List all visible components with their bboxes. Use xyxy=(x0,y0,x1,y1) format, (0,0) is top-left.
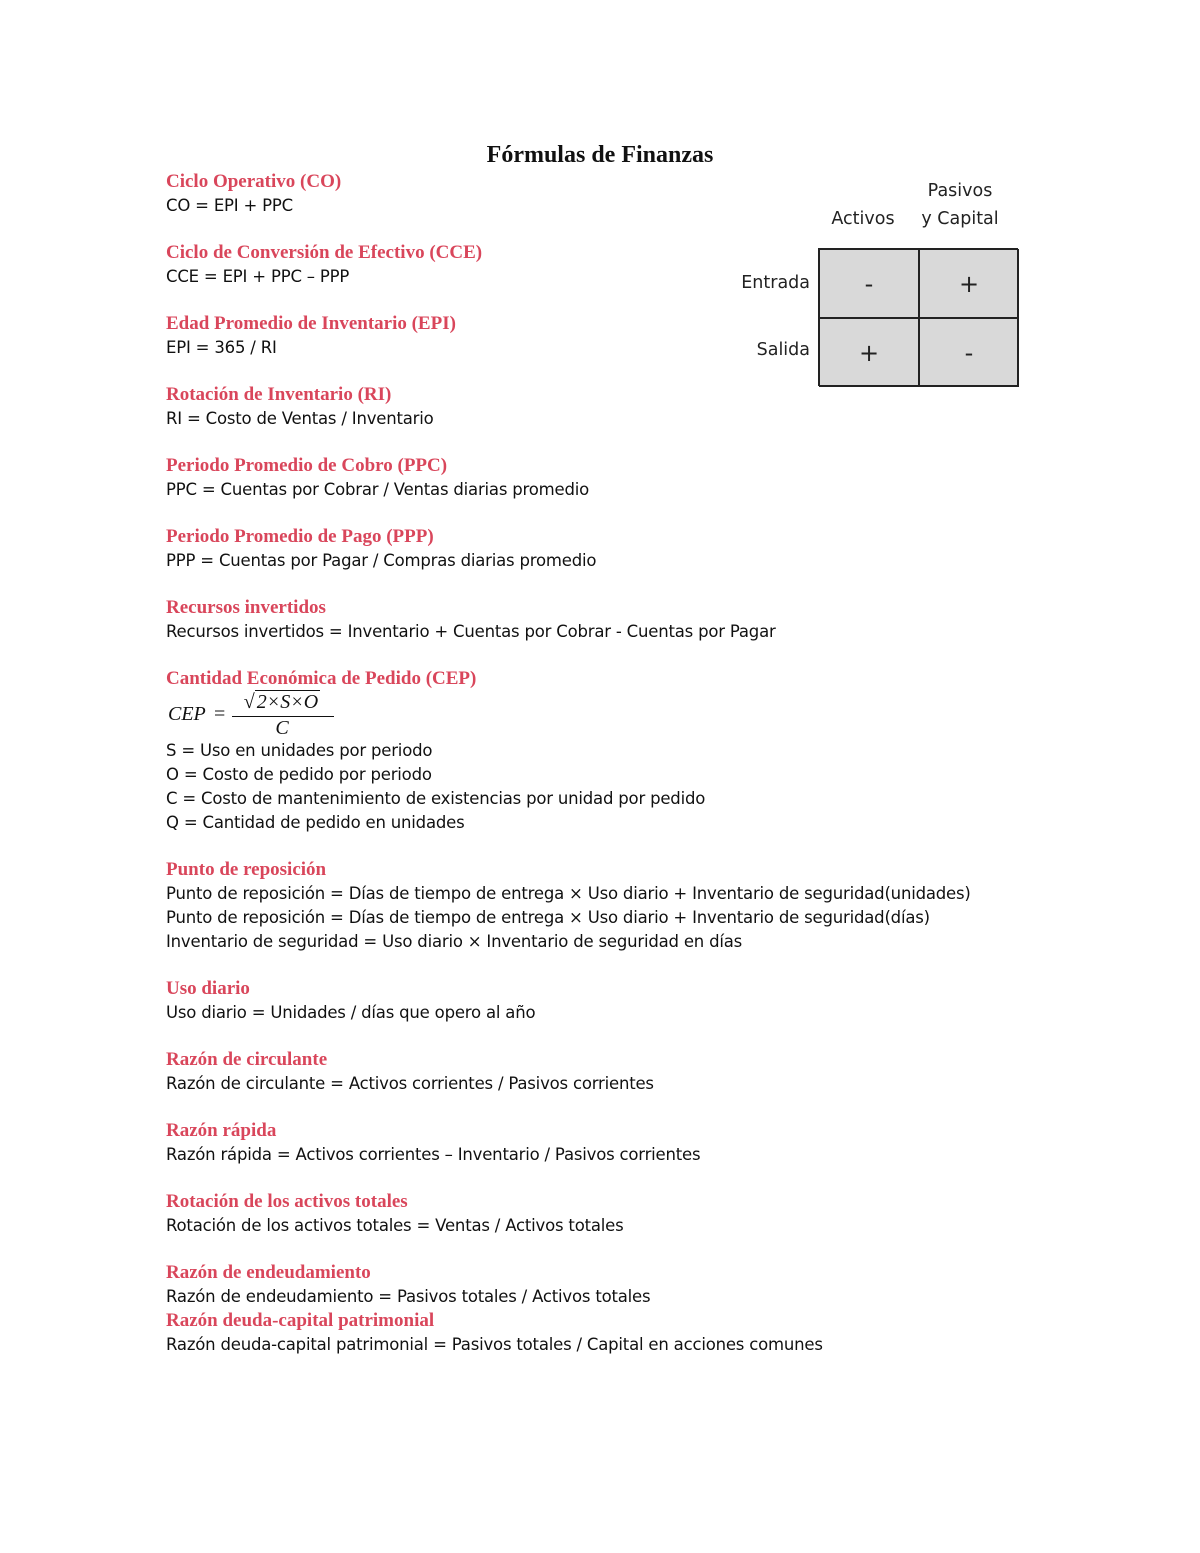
section-heading: Recursos invertidos xyxy=(166,597,326,618)
matrix-col-activos: Activos xyxy=(831,209,895,229)
formula-line: Q = Cantidad de pedido en unidades xyxy=(166,813,465,832)
formula-lhs: CEP xyxy=(168,703,206,725)
section-razon-circulante xyxy=(166,1048,1066,1096)
formula-line: EPI = 365 / RI xyxy=(166,338,277,357)
formula-equals: = xyxy=(214,703,226,725)
section-heading: Razón deuda-capital patrimonial xyxy=(166,1310,435,1331)
formula-denominator: C xyxy=(275,717,289,739)
sign-matrix xyxy=(818,248,1018,386)
section-uso-diario xyxy=(166,977,1066,1025)
section-heading: Edad Promedio de Inventario (EPI) xyxy=(166,313,456,334)
page-title: Fórmulas de Finanzas xyxy=(486,142,714,168)
formula-line: PPC = Cuentas por Cobrar / Ventas diarias promedio xyxy=(166,480,590,499)
section-punto-reposicion xyxy=(166,858,1066,954)
formula-line: Razón de endeudamiento = Pasivos totales / Activos totales xyxy=(166,1287,651,1306)
formula-line: Rotación de los activos totales = Ventas / Activos totales xyxy=(166,1216,624,1235)
section-ppp xyxy=(166,525,1066,573)
formula-line: C = Costo de mantenimiento de existencias por unidad por pedido xyxy=(166,789,706,808)
section-heading: Ciclo Operativo (CO) xyxy=(166,171,342,192)
matrix-cell-entrada-activos: - xyxy=(819,249,919,318)
formula-line: S = Uso en unidades por periodo xyxy=(166,741,433,760)
formula-line: Razón rápida = Activos corrientes – Inventario / Pasivos corrientes xyxy=(166,1145,701,1164)
formula-radicand: 2×S×O xyxy=(256,691,319,713)
matrix-row-entrada: Entrada xyxy=(741,273,810,293)
formula-line: Punto de reposición = Días de tiempo de entrega × Uso diario + Inventario de seguridad(unidades) xyxy=(166,884,971,903)
section-razon-rapida xyxy=(166,1119,1066,1167)
matrix-cell-salida-pasivos: - xyxy=(919,318,1019,387)
formula-numerator xyxy=(232,691,332,714)
section-heading: Rotación de Inventario (RI) xyxy=(166,384,392,405)
section-ppc xyxy=(166,454,1066,502)
matrix-col-capital: y Capital xyxy=(921,209,999,229)
section-heading: Razón rápida xyxy=(166,1120,277,1141)
formula-line: RI = Costo de Ventas / Inventario xyxy=(166,409,434,428)
section-heading: Periodo Promedio de Cobro (PPC) xyxy=(166,455,448,476)
section-ri xyxy=(166,383,1066,431)
matrix-row-salida: Salida xyxy=(756,340,810,360)
section-recursos-invertidos xyxy=(166,596,1066,644)
formula-line: Inventario de seguridad = Uso diario × Inventario de seguridad en días xyxy=(166,932,743,951)
cep-formula xyxy=(166,691,1066,739)
section-heading: Cantidad Económica de Pedido (CEP) xyxy=(166,668,477,689)
formula-line: Punto de reposición = Días de tiempo de entrega × Uso diario + Inventario de seguridad(días) xyxy=(166,908,930,927)
formula-line: O = Costo de pedido por periodo xyxy=(166,765,432,784)
section-razon-endeudamiento xyxy=(166,1261,1066,1309)
section-deuda-capital xyxy=(166,1309,1066,1357)
formula-line: Razón deuda-capital patrimonial = Pasivos totales / Capital en acciones comunes xyxy=(166,1335,823,1354)
matrix-cell-entrada-pasivos: + xyxy=(919,249,1019,318)
matrix-col-pasivos: Pasivos xyxy=(927,181,993,201)
section-heading: Rotación de los activos totales xyxy=(166,1191,408,1212)
formula-line: CO = EPI + PPC xyxy=(166,196,294,215)
section-heading: Razón de circulante xyxy=(166,1049,328,1070)
formula-line: Razón de circulante = Activos corrientes / Pasivos corrientes xyxy=(166,1074,654,1093)
formula-line: Uso diario = Unidades / días que opero al año xyxy=(166,1003,536,1022)
section-heading: Ciclo de Conversión de Efectivo (CCE) xyxy=(166,242,483,263)
sqrt-symbol: √ xyxy=(243,691,255,713)
formula-line: Recursos invertidos = Inventario + Cuentas por Cobrar - Cuentas por Pagar xyxy=(166,622,776,641)
section-heading: Razón de endeudamiento xyxy=(166,1262,371,1283)
section-heading: Punto de reposición xyxy=(166,859,327,880)
formula-line: CCE = EPI + PPC – PPP xyxy=(166,267,350,286)
section-cep xyxy=(166,667,1066,835)
section-heading: Periodo Promedio de Pago (PPP) xyxy=(166,526,434,547)
section-rotacion-activos xyxy=(166,1190,1066,1238)
matrix-cell-salida-activos: + xyxy=(819,318,919,387)
formula-line: PPP = Cuentas por Pagar / Compras diarias promedio xyxy=(166,551,597,570)
section-heading: Uso diario xyxy=(166,978,250,999)
